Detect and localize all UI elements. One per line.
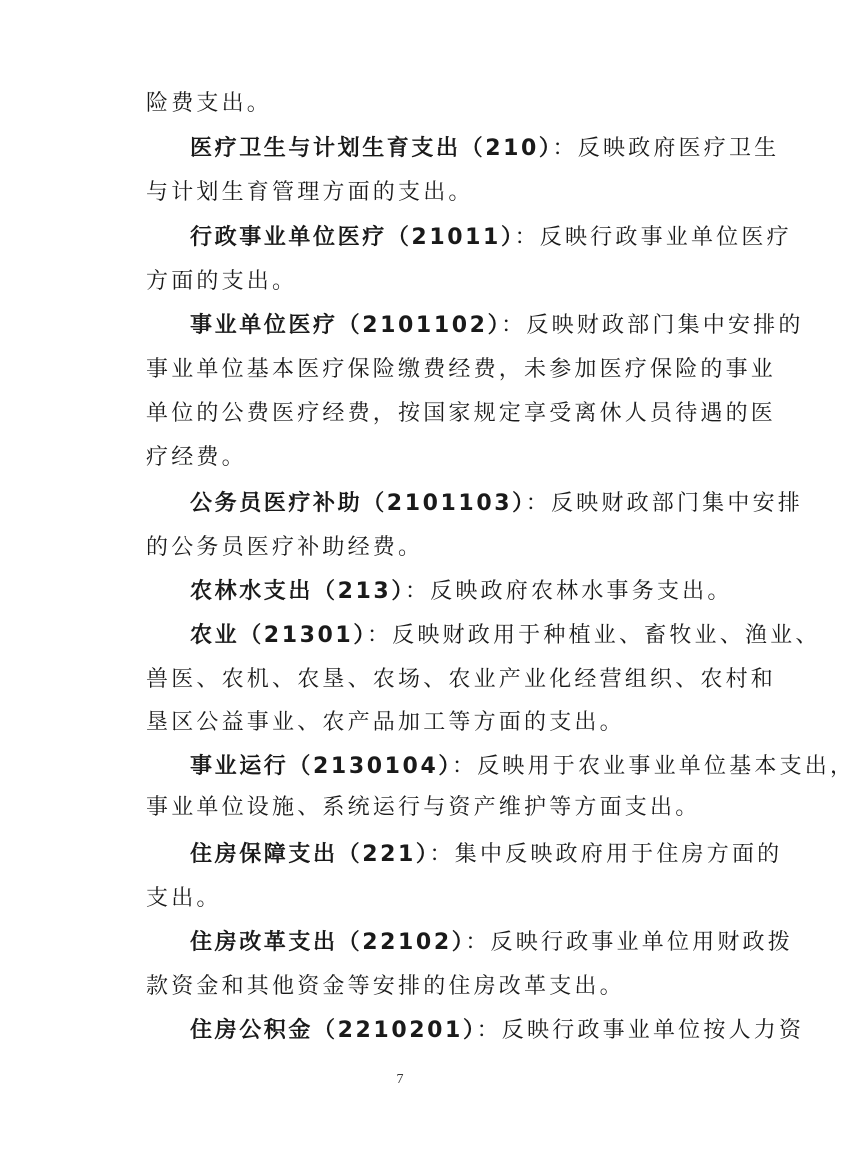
entry-code: （22102） (337, 930, 466, 955)
text-line: 单位的公费医疗经费，按国家规定享受离休人员待遇的医 (146, 401, 777, 426)
text-line: 疗经费。 (146, 445, 247, 470)
entry-code: （221） (337, 842, 430, 867)
entry-term: 行政事业单位医疗 (190, 225, 387, 250)
entry-heading-line: 医疗卫生与计划生育支出（210）：反映政府医疗卫生 (190, 136, 780, 161)
entry-term: 住房保障支出 (190, 842, 338, 867)
text-line: 兽医、农机、农垦、农场、农业产业化经营组织、农村和 (146, 667, 777, 692)
entry-heading-line: 事业运行（2130104）：反映用于农业事业单位基本支出， (190, 754, 855, 779)
entry-heading-line: 农业（21301）：反映财政用于种植业、畜牧业、渔业、 (190, 623, 821, 648)
entry-term: 农业 (190, 623, 240, 648)
entry-heading-line: 住房公积金（2210201）：反映行政事业单位按人力资 (190, 1018, 805, 1043)
entry-heading-line: 农林水支出（213）：反映政府农林水事务支出。 (190, 579, 733, 604)
entry-term: 住房改革支出 (190, 930, 338, 955)
text-line: 支出。 (146, 886, 222, 911)
entry-heading-line: 事业单位医疗（2101102）：反映财政部门集中安排的 (190, 313, 804, 338)
entry-code: （2101102） (337, 313, 502, 338)
text-line: 事业单位基本医疗保险缴费经费，未参加医疗保险的事业 (146, 357, 777, 382)
entry-code: （21301） (239, 623, 367, 648)
page-number: 7 (396, 1072, 404, 1087)
entry-term: 住房公积金 (190, 1018, 314, 1043)
entry-heading-line: 行政事业单位医疗（21011）：反映行政事业单位医疗 (190, 225, 792, 250)
text-line: 险费支出。 (146, 91, 273, 116)
text-line: 款资金和其他资金等安排的住房改革支出。 (146, 974, 625, 999)
entry-code: （2101103） (362, 491, 526, 516)
entry-term: 农林水支出 (190, 579, 314, 604)
text-line: 事业单位设施、系统运行与资产维护等方面支出。 (146, 795, 701, 820)
entry-term: 公务员医疗补助 (190, 491, 363, 516)
entry-term: 事业运行 (190, 754, 289, 779)
entry-code: （2130104） (288, 754, 452, 779)
entry-code: （213） (313, 579, 405, 604)
entry-term: 事业单位医疗 (190, 313, 338, 338)
text-line: 方面的支出。 (146, 269, 298, 294)
text-line: 的公务员医疗补助经费。 (146, 535, 424, 560)
entry-heading-line: 公务员医疗补助（2101103）：反映财政部门集中安排 (190, 491, 803, 516)
entry-code: （210） (460, 136, 553, 161)
entry-code: （2210201） (313, 1018, 477, 1043)
entry-code: （21011） (386, 225, 515, 250)
text-line: 与计划生育管理方面的支出。 (146, 180, 474, 205)
entry-heading-line: 住房改革支出（22102）：反映行政事业单位用财政拨 (190, 930, 793, 955)
entry-heading-line: 住房保障支出（221）：集中反映政府用于住房方面的 (190, 842, 783, 867)
entry-term: 医疗卫生与计划生育支出 (190, 136, 461, 161)
text-line: 垦区公益事业、农产品加工等方面的支出。 (146, 710, 625, 735)
